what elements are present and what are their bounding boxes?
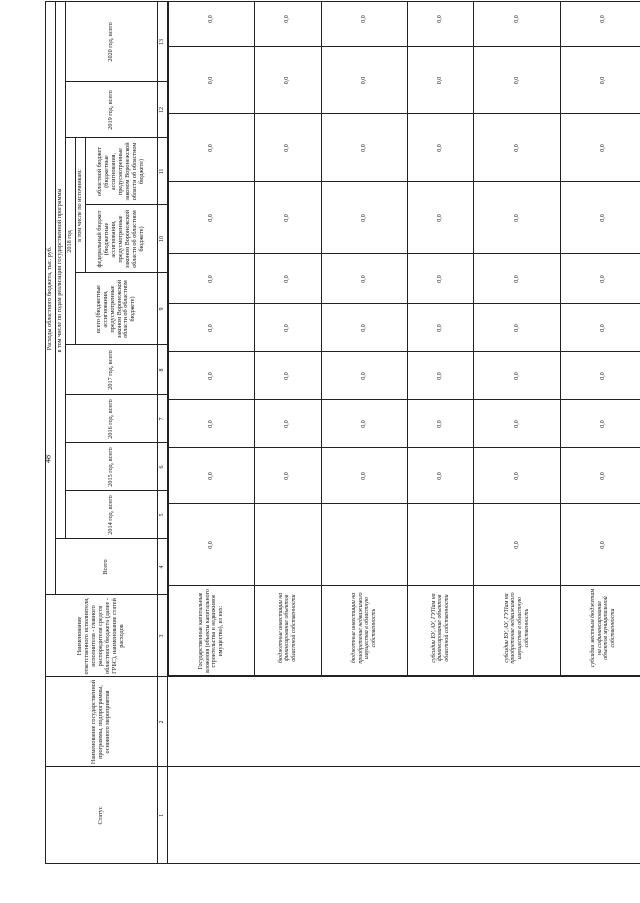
- row-label: бюджетные инвестиции на приобретение недвижимого имущества в областную собственность: [321, 586, 407, 676]
- program-name-cell: [167, 677, 640, 767]
- row-value: 0,0: [254, 400, 321, 448]
- row-value: 0,0: [560, 304, 640, 352]
- row-value: 0,0: [168, 448, 254, 504]
- header-by-years: в том числе по годам реализации государственной программы: [56, 2, 66, 539]
- column-number: 13: [158, 2, 168, 82]
- row-value: [321, 504, 407, 586]
- row-value: 0,0: [254, 2, 321, 47]
- row-value: 0,0: [407, 47, 474, 114]
- row-value: 0,0: [407, 254, 474, 304]
- left-margin: [46, 864, 640, 882]
- row-label: субсидии БУ, АУ, ГУПам на приобретение недвижимого имущества в областную собственность: [474, 586, 560, 676]
- row-value: 0,0: [560, 47, 640, 114]
- column-number: 6: [158, 443, 168, 491]
- row-value: 0,0: [254, 182, 321, 254]
- row-value: 0,0: [474, 2, 560, 47]
- page-number: 48: [43, 455, 53, 463]
- header-total: Всего: [56, 539, 158, 595]
- row-value: 0,0: [168, 114, 254, 182]
- row-value: 0,0: [560, 448, 640, 504]
- column-number: 8: [158, 345, 168, 395]
- row-value: 0,0: [560, 504, 640, 586]
- row-value: 0,0: [254, 114, 321, 182]
- row-value: 0,0: [321, 304, 407, 352]
- row-value: 0,0: [168, 352, 254, 400]
- data-area: [167, 2, 640, 677]
- row-value: 0,0: [321, 400, 407, 448]
- column-number: 12: [158, 82, 168, 138]
- budget-table: [45, 1, 640, 882]
- header-by-sources: в том числе по источникам:: [76, 138, 86, 273]
- header-federal: федеральный бюджет (бюджетные ассигнования, предусмотренные законом Воронежской области об областном бюджете): [86, 205, 158, 273]
- header-2014: 2014 год, всего: [66, 491, 158, 539]
- row-value: 0,0: [474, 114, 560, 182]
- row-value: 0,0: [321, 254, 407, 304]
- row-value: 0,0: [254, 47, 321, 114]
- rotated-page: [45, 2, 640, 882]
- table-row: [254, 2, 321, 676]
- header-regional: областной бюджет (бюджетные ассигнования, предусмотренные законом Воронежской области об областном бюджете): [86, 138, 158, 205]
- row-value: 0,0: [560, 182, 640, 254]
- row-value: 0,0: [474, 304, 560, 352]
- header-2020: 2020 год, всего: [66, 2, 158, 82]
- header-executor: Наименование ответственного исполнителя, исполнителя - главного распорядителя средств областного бюджета (далее - ГРБС), наименование статей расходов: [46, 595, 158, 677]
- row-label: субсидии местным бюджетам на софинансирование объектов муниципальной собственности: [560, 586, 640, 676]
- column-number: 10: [158, 205, 168, 273]
- row-value: 0,0: [168, 2, 254, 47]
- table-row: [474, 2, 560, 676]
- row-value: 0,0: [321, 47, 407, 114]
- row-value: 0,0: [321, 448, 407, 504]
- row-value: 0,0: [321, 2, 407, 47]
- header-2018: 2018 год: [66, 138, 76, 345]
- row-value: 0,0: [474, 182, 560, 254]
- column-number: 11: [158, 138, 168, 205]
- row-label: субсидии БУ, АУ, ГУПам на финансирование объектов областной собственности: [407, 586, 474, 676]
- row-value: 0,0: [407, 448, 474, 504]
- header-2017: 2017 год, всего: [66, 345, 158, 395]
- row-value: 0,0: [254, 448, 321, 504]
- row-value: 0,0: [407, 400, 474, 448]
- row-value: 0,0: [560, 400, 640, 448]
- row-value: 0,0: [407, 182, 474, 254]
- header-2019: 2019 год, всего: [66, 82, 158, 138]
- row-label: бюджетные инвестиции на финансирование объектов областной собственности: [254, 586, 321, 676]
- header-program-name: Наименование государственной программы, подпрограммы, основного мероприятия: [46, 677, 158, 767]
- row-value: 0,0: [321, 352, 407, 400]
- table-row: [321, 2, 407, 676]
- header-expenses: Расходы областного бюджета, тыс. руб.: [46, 2, 56, 595]
- row-value: 0,0: [254, 304, 321, 352]
- row-value: 0,0: [168, 254, 254, 304]
- row-value: 0,0: [560, 254, 640, 304]
- row-value: [407, 504, 474, 586]
- row-value: 0,0: [407, 352, 474, 400]
- row-value: 0,0: [560, 2, 640, 47]
- row-value: 0,0: [474, 352, 560, 400]
- column-number: 3: [158, 595, 168, 677]
- row-value: 0,0: [474, 448, 560, 504]
- row-value: 0,0: [168, 47, 254, 114]
- column-number: 4: [158, 539, 168, 595]
- row-value: 0,0: [168, 504, 254, 586]
- row-value: 0,0: [474, 254, 560, 304]
- status-cell: [167, 767, 640, 864]
- header-status: Статус: [46, 767, 158, 864]
- data-rows: [168, 2, 640, 677]
- row-value: 0,0: [168, 400, 254, 448]
- header-2015: 2015 год, всего: [66, 443, 158, 491]
- header-2018-total: всего (бюджетные ассигнования, предусмотренные законом Воронежской области об областном бюджете): [76, 273, 158, 345]
- row-value: 0,0: [254, 352, 321, 400]
- column-number: 1: [158, 767, 168, 864]
- row-value: [254, 504, 321, 586]
- row-value: 0,0: [560, 114, 640, 182]
- column-number: 9: [158, 273, 168, 345]
- table-row: [407, 2, 474, 676]
- row-value: 0,0: [474, 504, 560, 586]
- column-number: 7: [158, 395, 168, 443]
- row-label: Государственные капитальные вложения (объекты капитального строительства и недвижимое имущество), из них:: [168, 586, 254, 676]
- row-value: 0,0: [407, 304, 474, 352]
- column-number: 5: [158, 491, 168, 539]
- column-number: 2: [158, 677, 168, 767]
- row-value: 0,0: [407, 2, 474, 47]
- row-value: 0,0: [407, 114, 474, 182]
- table-row: [560, 2, 640, 676]
- row-value: 0,0: [474, 400, 560, 448]
- row-value: 0,0: [474, 47, 560, 114]
- row-value: 0,0: [560, 352, 640, 400]
- row-value: 0,0: [321, 114, 407, 182]
- row-value: 0,0: [168, 182, 254, 254]
- row-value: 0,0: [168, 304, 254, 352]
- header-2016: 2016 год, всего: [66, 395, 158, 443]
- table-row: [168, 2, 254, 676]
- row-value: 0,0: [321, 182, 407, 254]
- row-value: 0,0: [254, 254, 321, 304]
